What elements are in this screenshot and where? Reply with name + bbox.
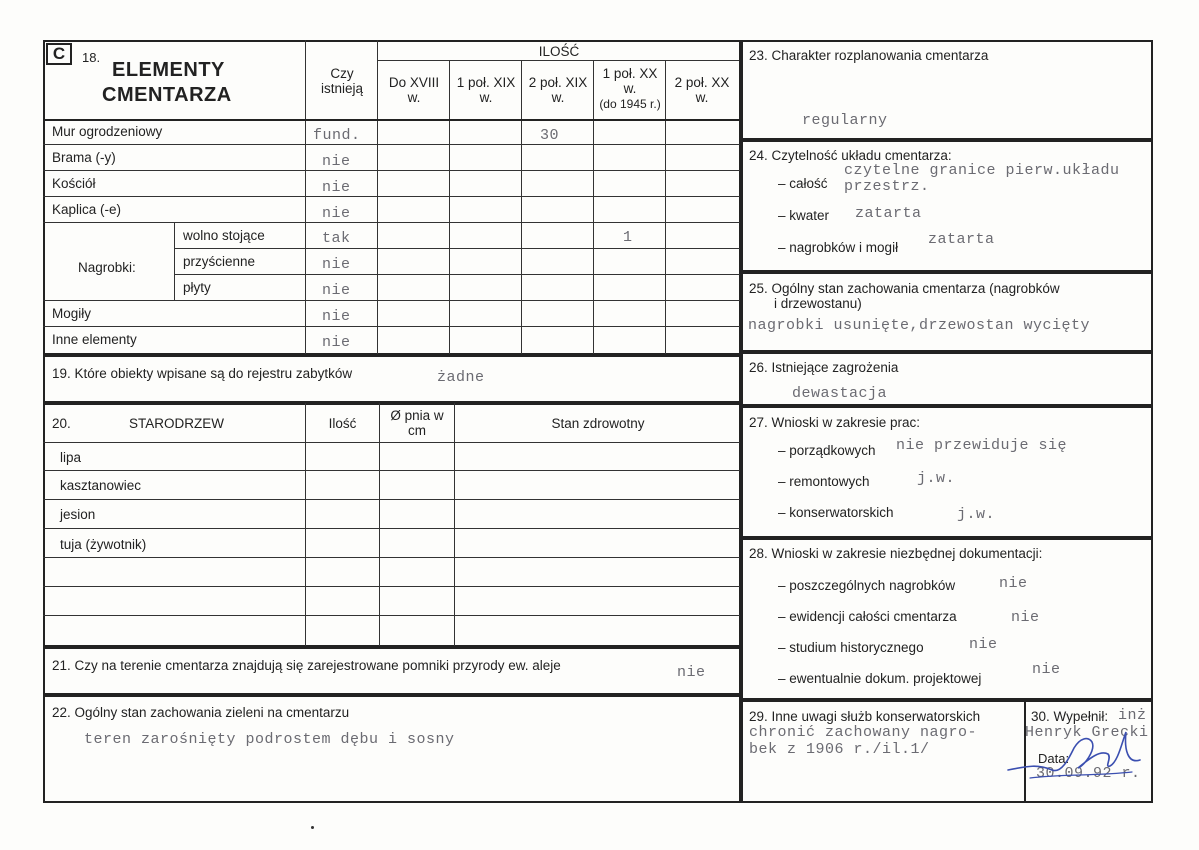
section-22-value: teren zarośnięty podrostem dębu i sosny bbox=[84, 731, 455, 748]
col-trunk-diameter: Ø pnia w cm bbox=[390, 408, 444, 438]
section-27-repair-label: – remontowych bbox=[778, 474, 870, 489]
section-28-graves-label: – poszczególnych nagrobków bbox=[778, 578, 956, 593]
section-title-line2: CMENTARZA bbox=[102, 84, 232, 106]
section-30-label: 30. Wypełnił: bbox=[1031, 709, 1109, 724]
section-30-date-label: Data: bbox=[1038, 751, 1070, 766]
section-24-quarters-value: zatarta bbox=[855, 205, 922, 222]
section-30-date-value: 30.09.92 r. bbox=[1036, 765, 1141, 782]
row-label-church: Kościół bbox=[52, 176, 96, 191]
section-24-graves-label: – nagrobków i mogił bbox=[778, 240, 899, 255]
section-30-value-2: Henryk Grecki bbox=[1025, 724, 1149, 741]
col-exists-header: Czy istnieją bbox=[320, 66, 364, 96]
section-28-label: 28. Wnioski w zakresie niezbędnej dokumentacji: bbox=[749, 546, 1043, 561]
section-27-conservation-value: j.w. bbox=[957, 506, 996, 523]
section-28-design-value: nie bbox=[1032, 661, 1061, 678]
section-24-whole-value-1: czytelne granice pierw.układu bbox=[844, 162, 1120, 179]
qty-col-1-header: Do XVIII w. bbox=[388, 75, 440, 105]
signature-icon bbox=[1000, 720, 1150, 782]
section-24-label: 24. Czytelność układu cmentarza: bbox=[749, 148, 952, 163]
section-24-graves-value: zatarta bbox=[928, 231, 995, 248]
section-29-value-1: chronić zachowany nagro- bbox=[749, 724, 978, 741]
exists-freestanding: tak bbox=[322, 230, 351, 247]
exists-wall-mounted: nie bbox=[322, 256, 351, 273]
section-21-value: nie bbox=[677, 664, 706, 681]
section-25-label-1: 25. Ogólny stan zachowania cmentarza (nagrobków bbox=[749, 281, 1060, 296]
section-27-cleanup-value: nie przewiduje się bbox=[896, 437, 1068, 454]
tree-chestnut: kasztanowiec bbox=[60, 478, 142, 493]
qty-header: ILOŚĆ bbox=[538, 44, 580, 59]
row-label-slabs: płyty bbox=[183, 280, 211, 295]
exists-chapel: nie bbox=[322, 205, 351, 222]
row-label-graves: Mogiły bbox=[52, 306, 92, 321]
exists-church: nie bbox=[322, 179, 351, 196]
section-27-cleanup-label: – porządkowych bbox=[778, 443, 876, 458]
tree-thuja: tuja (żywotnik) bbox=[60, 537, 147, 552]
section-badge: C bbox=[46, 43, 72, 65]
section-title-line1: ELEMENTY bbox=[112, 59, 225, 81]
section-19-value: żadne bbox=[437, 369, 485, 386]
section-21-label: 21. Czy na terenie cmentarza znajdują się zarejestrowane pomniki przyrody ew. aleje bbox=[52, 658, 561, 673]
section-28-design-label: – ewentualnie dokum. projektowej bbox=[778, 671, 982, 686]
exists-slabs: nie bbox=[322, 282, 351, 299]
section-22-label: 22. Ogólny stan zachowania zieleni na cmentarzu bbox=[52, 705, 350, 720]
section-29-value-2: bek z 1906 r./il.1/ bbox=[749, 741, 930, 758]
qty-wall-2pol-xix: 30 bbox=[540, 127, 560, 144]
section-26-label: 26. Istniejące zagrożenia bbox=[749, 360, 899, 375]
section-20-number: 20. bbox=[52, 416, 71, 431]
row-label-freestanding: wolno stojące bbox=[183, 228, 265, 243]
nagrobki-group-label: Nagrobki: bbox=[78, 260, 136, 275]
section-23-label: 23. Charakter rozplanowania cmentarza bbox=[749, 48, 989, 63]
tree-ash: jesion bbox=[60, 507, 96, 522]
section-27-label: 27. Wnioski w zakresie prac: bbox=[749, 415, 921, 430]
row-label-wall: Mur ogrodzeniowy bbox=[52, 124, 163, 139]
section-20-title: STARODRZEW bbox=[129, 416, 224, 431]
section-26-value: dewastacja bbox=[792, 385, 888, 402]
section-28-graves-value: nie bbox=[999, 575, 1028, 592]
row-label-chapel: Kaplica (-e) bbox=[52, 202, 122, 217]
qty-col-4-subheader: (do 1945 r.) bbox=[599, 97, 661, 111]
row-label-other: Inne elementy bbox=[52, 332, 137, 347]
section-19-label: 19. Które obiekty wpisane są do rejestru zabytków bbox=[52, 366, 353, 381]
section-24-whole-value-2: przestrz. bbox=[844, 178, 930, 195]
qty-col-2-header: 1 poł. XIX w. bbox=[456, 75, 516, 105]
tree-linden: lipa bbox=[60, 450, 82, 465]
section-24-whole-label: – całość bbox=[778, 176, 828, 191]
exists-wall: fund. bbox=[313, 127, 361, 144]
col-health: Stan zdrowotny bbox=[551, 416, 645, 431]
section-29-label: 29. Inne uwagi służb konserwatorskich bbox=[749, 709, 981, 724]
section-28-records-label: – ewidencji całości cmentarza bbox=[778, 609, 957, 624]
section-28-history-value: nie bbox=[969, 636, 998, 653]
section-20-old-trees bbox=[43, 403, 741, 647]
section-28-history-label: – studium historycznego bbox=[778, 640, 924, 655]
section-27-repair-value: j.w. bbox=[917, 470, 956, 487]
qty-col-5-header: 2 poł. XX w. bbox=[674, 75, 730, 105]
section-28-records-value: nie bbox=[1011, 609, 1040, 626]
section-number: 18. bbox=[82, 50, 101, 65]
qty-col-3-header: 2 poł. XIX w. bbox=[528, 75, 588, 105]
exists-other: nie bbox=[322, 334, 351, 351]
row-label-gate: Brama (-y) bbox=[52, 150, 116, 165]
section-30-value-1: inż bbox=[1118, 707, 1147, 724]
col-tree-qty: Ilość bbox=[328, 416, 357, 431]
section-24-quarters-label: – kwater bbox=[778, 208, 830, 223]
qty-col-4-header: 1 poł. XX w. bbox=[602, 66, 658, 96]
section-23-value: regularny bbox=[802, 112, 888, 129]
exists-gate: nie bbox=[322, 153, 351, 170]
section-25-value: nagrobki usunięte,drzewostan wycięty bbox=[748, 317, 1091, 334]
qty-freestanding-1pol-xx: 1 bbox=[623, 229, 633, 246]
exists-graves: nie bbox=[322, 308, 351, 325]
section-25-label-2: i drzewostanu) bbox=[774, 296, 862, 311]
row-label-wall-mounted: przyścienne bbox=[183, 254, 256, 269]
section-27-conservation-label: – konserwatorskich bbox=[778, 505, 894, 520]
